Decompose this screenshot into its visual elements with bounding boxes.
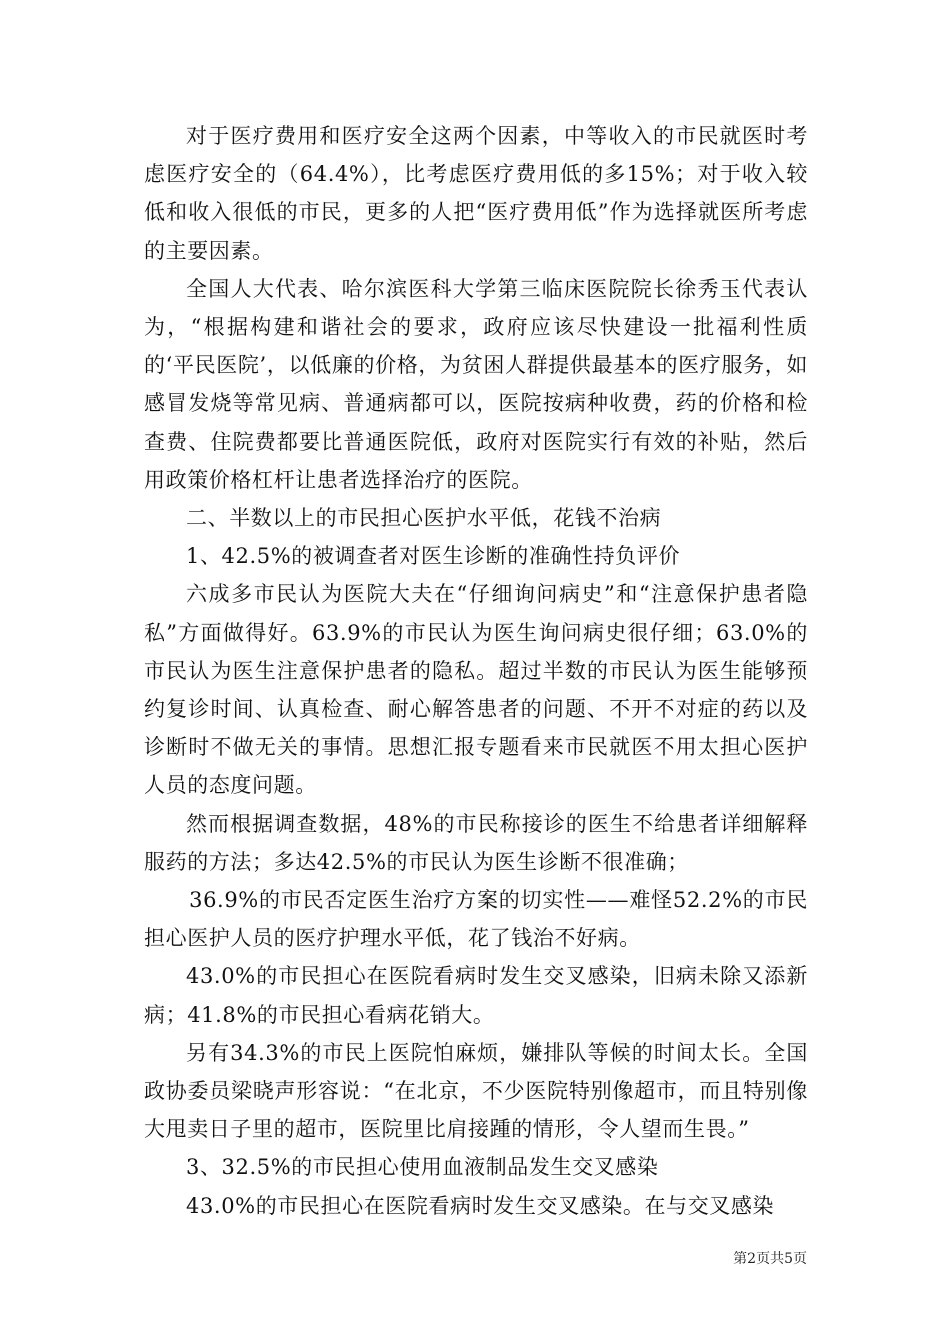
paragraph-representative-opinion: 全国人大代表、哈尔滨医科大学第三临床医院院长徐秀玉代表认为，“根据构建和谐社会的要求，政府应该尽快建设一批福利性质的‘平民医院’，以低廉的价格，为贫困人群提供最基本的医疗服务，如感冒发烧等常见病、普通病都可以，医院按病种收费，药的价格和检查费、住院费都要比普通医院低，政府对医院实行有效的补贴，然后用政策价格杠杆让患者选择治疗的医院。 xyxy=(144,276,808,492)
paragraph-medical-cost-safety: 对于医疗费用和医疗安全这两个因素，中等收入的市民就医时考虑医疗安全的（64.4%），比考虑医疗费用低的多15%；对于收入较低和收入很低的市民，更多的人把“医疗费用低”作为选择就医所考虑的主要因素。 xyxy=(144,124,808,263)
page-number-footer: 第2页共5页 xyxy=(733,1251,807,1267)
paragraph-queue-complaint: 另有34.3%的市民上医院怕麻烦，嫌排队等候的时间太长。全国政协委员梁晓声形容说：“在北京，不少医院特别像超市，而且特别像大甩卖日子里的超市，医院里比肩接踵的情形，令人望而生畏。” xyxy=(144,1040,808,1142)
document-body xyxy=(144,117,808,1225)
subheading-1: 1、42.5%的被调查者对医生诊断的准确性持负评价 xyxy=(186,544,681,569)
paragraph-cross-infection-worry: 43.0%的市民担心在医院看病时发生交叉感染，旧病未除又添新病；41.8%的市民担心看病花销大。 xyxy=(144,964,808,1027)
subheading-3: 3、32.5%的市民担心使用血液制品发生交叉感染 xyxy=(186,1155,659,1180)
section-heading-2: 二、半数以上的市民担心医护水平低，花钱不治病 xyxy=(186,506,662,531)
paragraph-blood-products: 43.0%的市民担心在医院看病时发生交叉感染。在与交叉感染 xyxy=(186,1193,775,1218)
paragraph-doctor-evaluation: 六成多市民认为医院大夫在“仔细询问病史”和“注意保护患者隐私”方面做得好。63.9%的市民认为医生询问病史很仔细；63.0%的市民认为医生注意保护患者的隐私。超过半数的市民认为医生能够预约复诊时间、认真检查、耐心解答患者的问题、不开不对症的药以及诊断时不做无关的事情。思想汇报专题看来市民就医不用太担心医护人员的态度问题。 xyxy=(144,582,808,798)
paragraph-treatment-plan: 36.9%的市民否定医生治疗方案的切实性——难怪52.2%的市民担心医护人员的医疗护理水平低，花了钱治不好病。 xyxy=(144,888,808,951)
paragraph-survey-data: 然而根据调查数据，48%的市民称接诊的医生不给患者详细解释服药的方法；多达42.5%的市民认为医生诊断不很准确； xyxy=(144,811,808,874)
